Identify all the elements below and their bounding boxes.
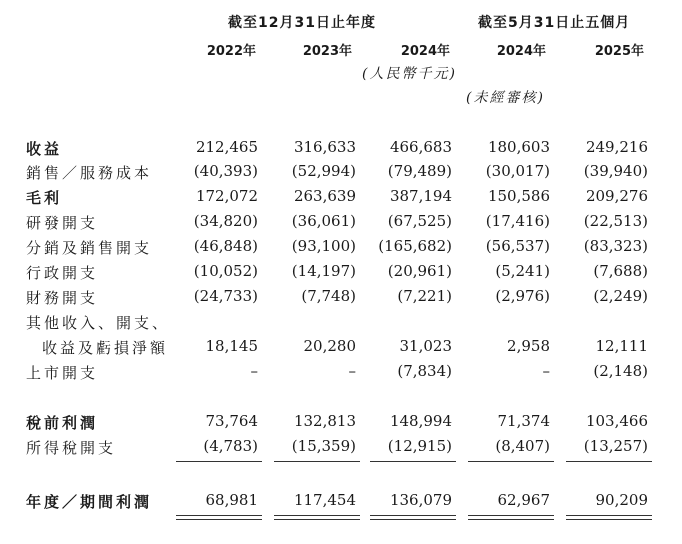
cell-value: (79,489) (387, 162, 452, 180)
cell-value: 150,586 (487, 187, 550, 205)
cell-value: (12,915) (387, 437, 452, 455)
cell-value: (7,688) (593, 262, 648, 280)
table-row (0, 262, 682, 286)
cell-value: (40,393) (193, 162, 258, 180)
unit-label: (人民幣千元) (362, 66, 457, 82)
cell-value: 172,072 (195, 187, 258, 205)
cell-value: (4,783) (203, 437, 258, 455)
cell-value: 180,603 (487, 138, 550, 156)
table-row (0, 312, 682, 336)
cell-value: (7,221) (397, 287, 452, 305)
row-label: 銷售／服務成本 (26, 164, 153, 182)
cell-value: (2,249) (593, 287, 648, 305)
cell-value: (165,682) (378, 237, 452, 255)
cell-value: (20,961) (387, 262, 452, 280)
row-label: 財務開支 (26, 289, 99, 307)
row-label: 收益及虧損淨額 (42, 339, 169, 357)
cell-value: – (250, 362, 258, 380)
cell-value: (5,241) (495, 262, 550, 280)
year-header-2025-period: 2025年 (594, 44, 644, 59)
cell-value: (7,834) (397, 362, 452, 380)
cell-value: 73,764 (205, 412, 258, 430)
cell-value: (2,148) (593, 362, 648, 380)
cell-value: 117,454 (293, 491, 356, 509)
cell-value: (14,197) (291, 262, 356, 280)
table-row (0, 362, 682, 386)
cell-value: 90,209 (595, 491, 648, 509)
total-double-rule (566, 519, 652, 520)
row-label: 研發開支 (26, 214, 99, 232)
table-row (0, 138, 682, 162)
year-header-2024-annual: 2024年 (400, 44, 450, 59)
cell-value: (17,416) (485, 212, 550, 230)
cell-value: (30,017) (485, 162, 550, 180)
row-label: 毛利 (26, 189, 63, 207)
cell-value: (2,976) (495, 287, 550, 305)
cell-value: 263,639 (293, 187, 356, 205)
header-period-five-months: 截至5月31日止五個月 (478, 15, 631, 31)
cell-value: (24,733) (193, 287, 258, 305)
table-row (0, 187, 682, 211)
cell-value: 209,276 (585, 187, 648, 205)
table-row (0, 212, 682, 236)
cell-value: (56,537) (485, 237, 550, 255)
cell-value: (8,407) (495, 437, 550, 455)
total-double-rule (566, 515, 652, 516)
row-label: 上市開支 (26, 364, 99, 382)
cell-value: 132,813 (293, 412, 356, 430)
row-label: 其他收入、開支、 (26, 314, 171, 332)
cell-value: 31,023 (399, 337, 452, 355)
cell-value: 18,145 (205, 337, 258, 355)
cell-value: (22,513) (583, 212, 648, 230)
cell-value: 103,466 (585, 412, 648, 430)
total-double-rule (370, 515, 456, 516)
cell-value: (39,940) (583, 162, 648, 180)
cell-value: (67,525) (387, 212, 452, 230)
cell-value: 212,465 (195, 138, 258, 156)
total-double-rule (176, 515, 262, 516)
row-label: 行政開支 (26, 264, 99, 282)
cell-value: (93,100) (291, 237, 356, 255)
cell-value: 68,981 (205, 491, 258, 509)
cell-value: 2,958 (507, 337, 550, 355)
cell-value: 71,374 (497, 412, 550, 430)
table-row (0, 237, 682, 261)
cell-value: 249,216 (585, 138, 648, 156)
unaudited-label: (未經審核) (466, 90, 545, 106)
subtotal-rule (468, 461, 554, 462)
row-label: 年度／期間利潤 (26, 493, 153, 511)
cell-value: (7,748) (301, 287, 356, 305)
total-double-rule (468, 519, 554, 520)
cell-value: (10,052) (193, 262, 258, 280)
total-double-rule (176, 519, 262, 520)
total-double-rule (274, 519, 360, 520)
cell-value: 62,967 (497, 491, 550, 509)
total-double-rule (468, 515, 554, 516)
subtotal-rule (370, 461, 456, 462)
cell-value: 387,194 (389, 187, 452, 205)
year-header-2022: 2022年 (206, 44, 256, 59)
subtotal-rule (566, 461, 652, 462)
cell-value: (13,257) (583, 437, 648, 455)
cell-value: (46,848) (193, 237, 258, 255)
cell-value: – (542, 362, 550, 380)
table-row (0, 337, 682, 361)
subtotal-rule (274, 461, 360, 462)
subtotal-rule (176, 461, 262, 462)
cell-value: 20,280 (303, 337, 356, 355)
cell-value: (83,323) (583, 237, 648, 255)
row-label: 所得稅開支 (26, 439, 117, 457)
cell-value: (34,820) (193, 212, 258, 230)
cell-value: (15,359) (291, 437, 356, 455)
cell-value: 466,683 (389, 138, 452, 156)
cell-value: (52,994) (291, 162, 356, 180)
cell-value: 12,111 (595, 337, 648, 355)
row-label: 稅前利潤 (26, 414, 99, 432)
total-double-rule (370, 519, 456, 520)
table-row (0, 437, 682, 461)
cell-value: (36,061) (291, 212, 356, 230)
row-label: 分銷及銷售開支 (26, 239, 153, 257)
cell-value: 148,994 (389, 412, 452, 430)
cell-value: 316,633 (293, 138, 356, 156)
table-row (0, 491, 682, 515)
year-header-2023: 2023年 (302, 44, 352, 59)
row-label: 收益 (26, 140, 63, 158)
header-period-annual: 截至12月31日止年度 (228, 15, 376, 31)
total-double-rule (274, 515, 360, 516)
year-header-2024-period: 2024年 (496, 44, 546, 59)
cell-value: – (348, 362, 356, 380)
cell-value: 136,079 (389, 491, 452, 509)
table-row (0, 162, 682, 186)
table-row (0, 412, 682, 436)
table-row (0, 287, 682, 311)
